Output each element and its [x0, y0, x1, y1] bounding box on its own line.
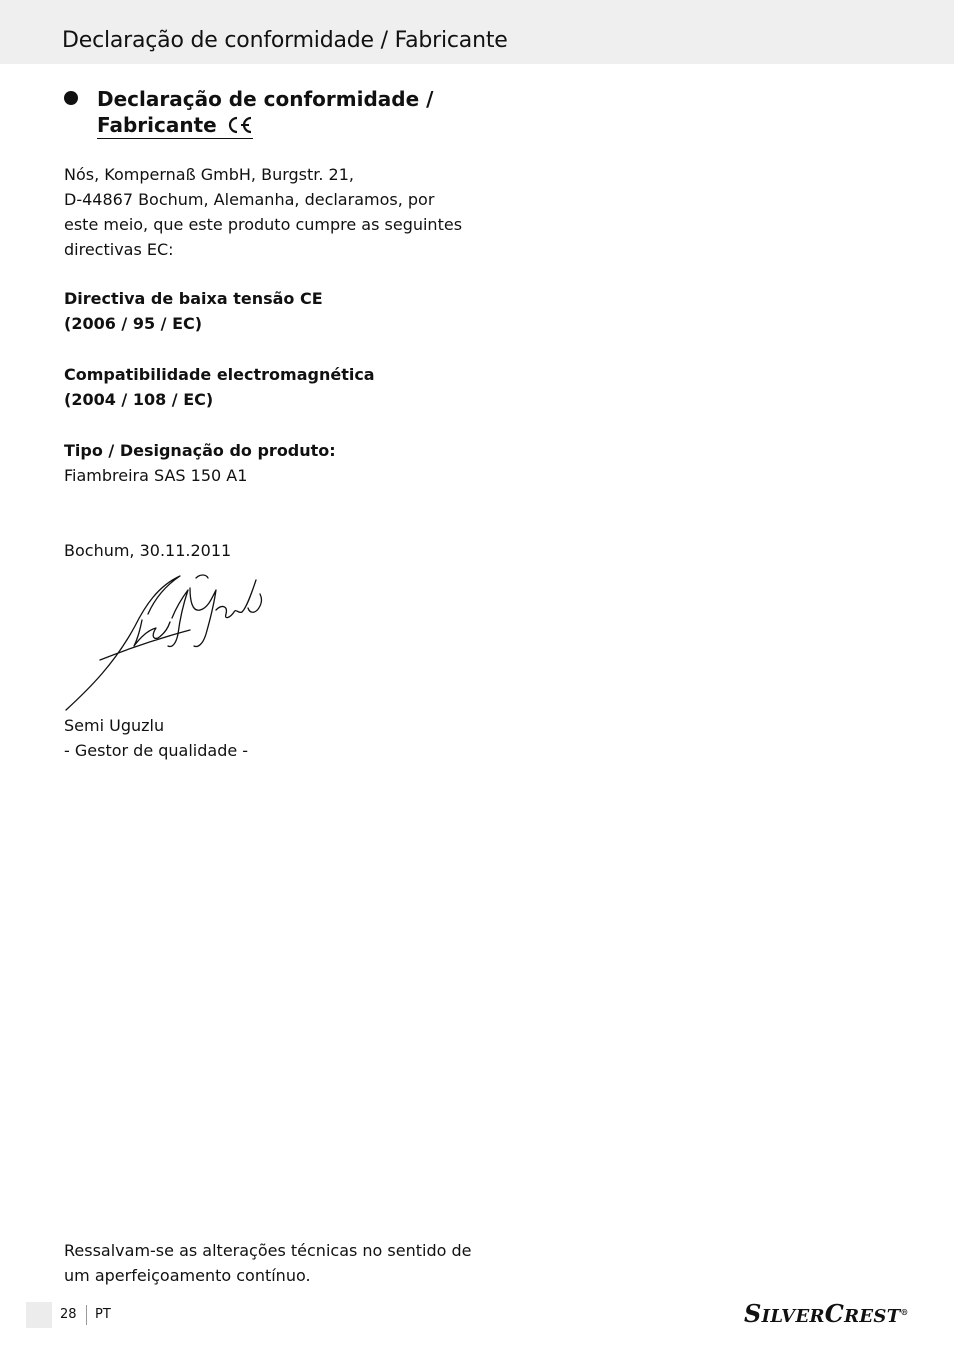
page-number: 28 [60, 1307, 77, 1322]
product-designation [64, 438, 336, 488]
signer-name: Semi Uguzlu [64, 716, 165, 735]
technical-note-line: um aperfeiçoamento contínuo. [64, 1266, 311, 1285]
product-label: Tipo / Designação do produto: [64, 441, 336, 460]
declaration-line: Nós, Kompernaß GmbH, Burgstr. 21, [64, 165, 354, 184]
directive-code: (2006 / 95 / EC) [64, 314, 203, 333]
page-title: Declaração de conformidade / Fabricante [62, 28, 508, 53]
directive-low-voltage [64, 286, 323, 336]
footer-page-box [26, 1302, 52, 1328]
bullet-icon [64, 91, 78, 105]
declaration-text [64, 162, 462, 262]
section-heading-line2: Fabricante [97, 113, 217, 137]
product-value: Fiambreira SAS 150 A1 [64, 466, 248, 485]
declaration-line: D-44867 Bochum, Alemanha, declaramos, por [64, 190, 435, 209]
signature-icon [60, 568, 270, 718]
section-heading-line1: Declaração de conformidade / [97, 87, 434, 111]
heading-underline [97, 138, 253, 139]
ce-mark-icon [225, 115, 253, 135]
directive-title: Directiva de baixa tensão CE [64, 289, 323, 308]
declaration-line: este meio, que este produto cumpre as seguintes [64, 215, 463, 234]
signer-block [64, 713, 248, 763]
directive-code: (2004 / 108 / EC) [64, 390, 214, 409]
technical-note-line: Ressalvam-se as alterações técnicas no sentido de [64, 1241, 472, 1260]
place-date: Bochum, 30.11.2011 [64, 541, 232, 560]
declaration-line: directivas EC: [64, 240, 174, 259]
directive-title: Compatibilidade electromagnética [64, 365, 375, 384]
footer-divider [86, 1305, 87, 1325]
section-heading-text [97, 86, 433, 138]
technical-note [64, 1238, 472, 1288]
signer-role: - Gestor de qualidade - [64, 741, 249, 760]
brand-logo: SILVERCREST® [744, 1299, 909, 1328]
directive-emc [64, 362, 375, 412]
language-code: PT [95, 1307, 111, 1322]
